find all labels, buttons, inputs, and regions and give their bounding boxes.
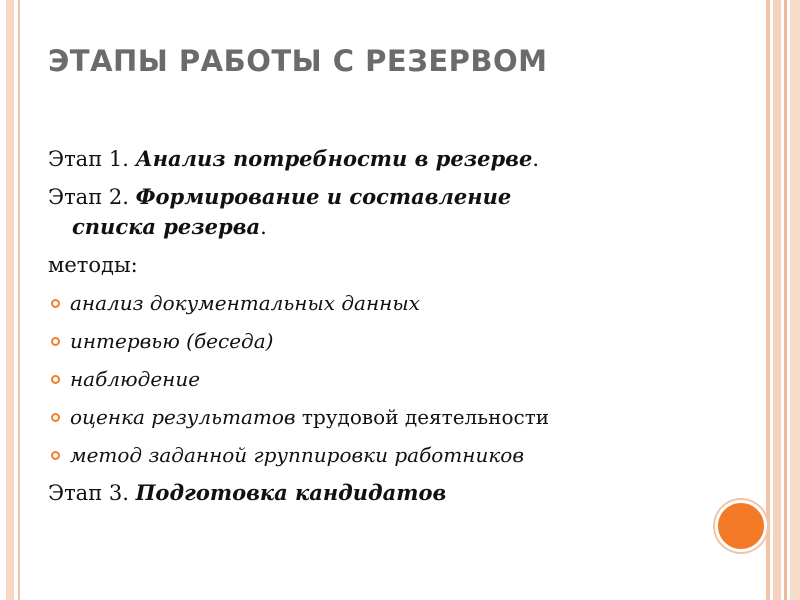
method-text: анализ документальных данных <box>70 291 420 315</box>
stage-2-prefix: Этап 2. <box>48 185 136 209</box>
stage-2-title-line2: списка резерва <box>72 214 261 239</box>
stage-2-suffix: . <box>260 215 267 239</box>
stage-3 <box>48 476 728 510</box>
method-item <box>48 400 728 434</box>
method-text: интервью (беседа) <box>70 329 274 353</box>
stage-2-continued <box>48 210 728 244</box>
stage-1-suffix: . <box>532 147 540 171</box>
stage-1 <box>48 142 728 176</box>
slide-body <box>48 142 728 510</box>
left-border-stripe <box>6 0 14 600</box>
right-border-stripe <box>766 0 770 600</box>
stage-1-prefix: Этап 1. <box>48 147 136 171</box>
method-text-regular: трудовой деятельности <box>295 405 550 429</box>
right-border-decoration <box>766 0 800 600</box>
method-text: наблюдение <box>70 367 201 391</box>
method-item <box>48 362 728 396</box>
method-item <box>48 286 728 320</box>
method-text-italic: оценка результатов <box>70 405 296 429</box>
right-border-stripe <box>784 0 787 600</box>
slide-title: ЭТАПЫ РАБОТЫ С РЕЗЕРВОМ <box>48 44 548 78</box>
stage-2 <box>48 180 728 214</box>
stage-1-title: Анализ потребности в резерве <box>135 146 533 171</box>
stage-3-title: Подготовка кандидатов <box>135 480 447 505</box>
orange-circle-decoration <box>715 500 767 552</box>
method-text: метод заданной группировки работников <box>70 443 524 467</box>
method-item <box>48 324 728 358</box>
right-border-stripe <box>790 0 800 600</box>
stage-3-prefix: Этап 3. <box>48 481 136 505</box>
method-item <box>48 438 728 472</box>
right-border-stripe <box>773 0 781 600</box>
methods-label: методы: <box>48 253 138 277</box>
stage-2-title-line1: Формирование и составление <box>135 184 512 209</box>
left-border-decoration <box>0 0 20 600</box>
